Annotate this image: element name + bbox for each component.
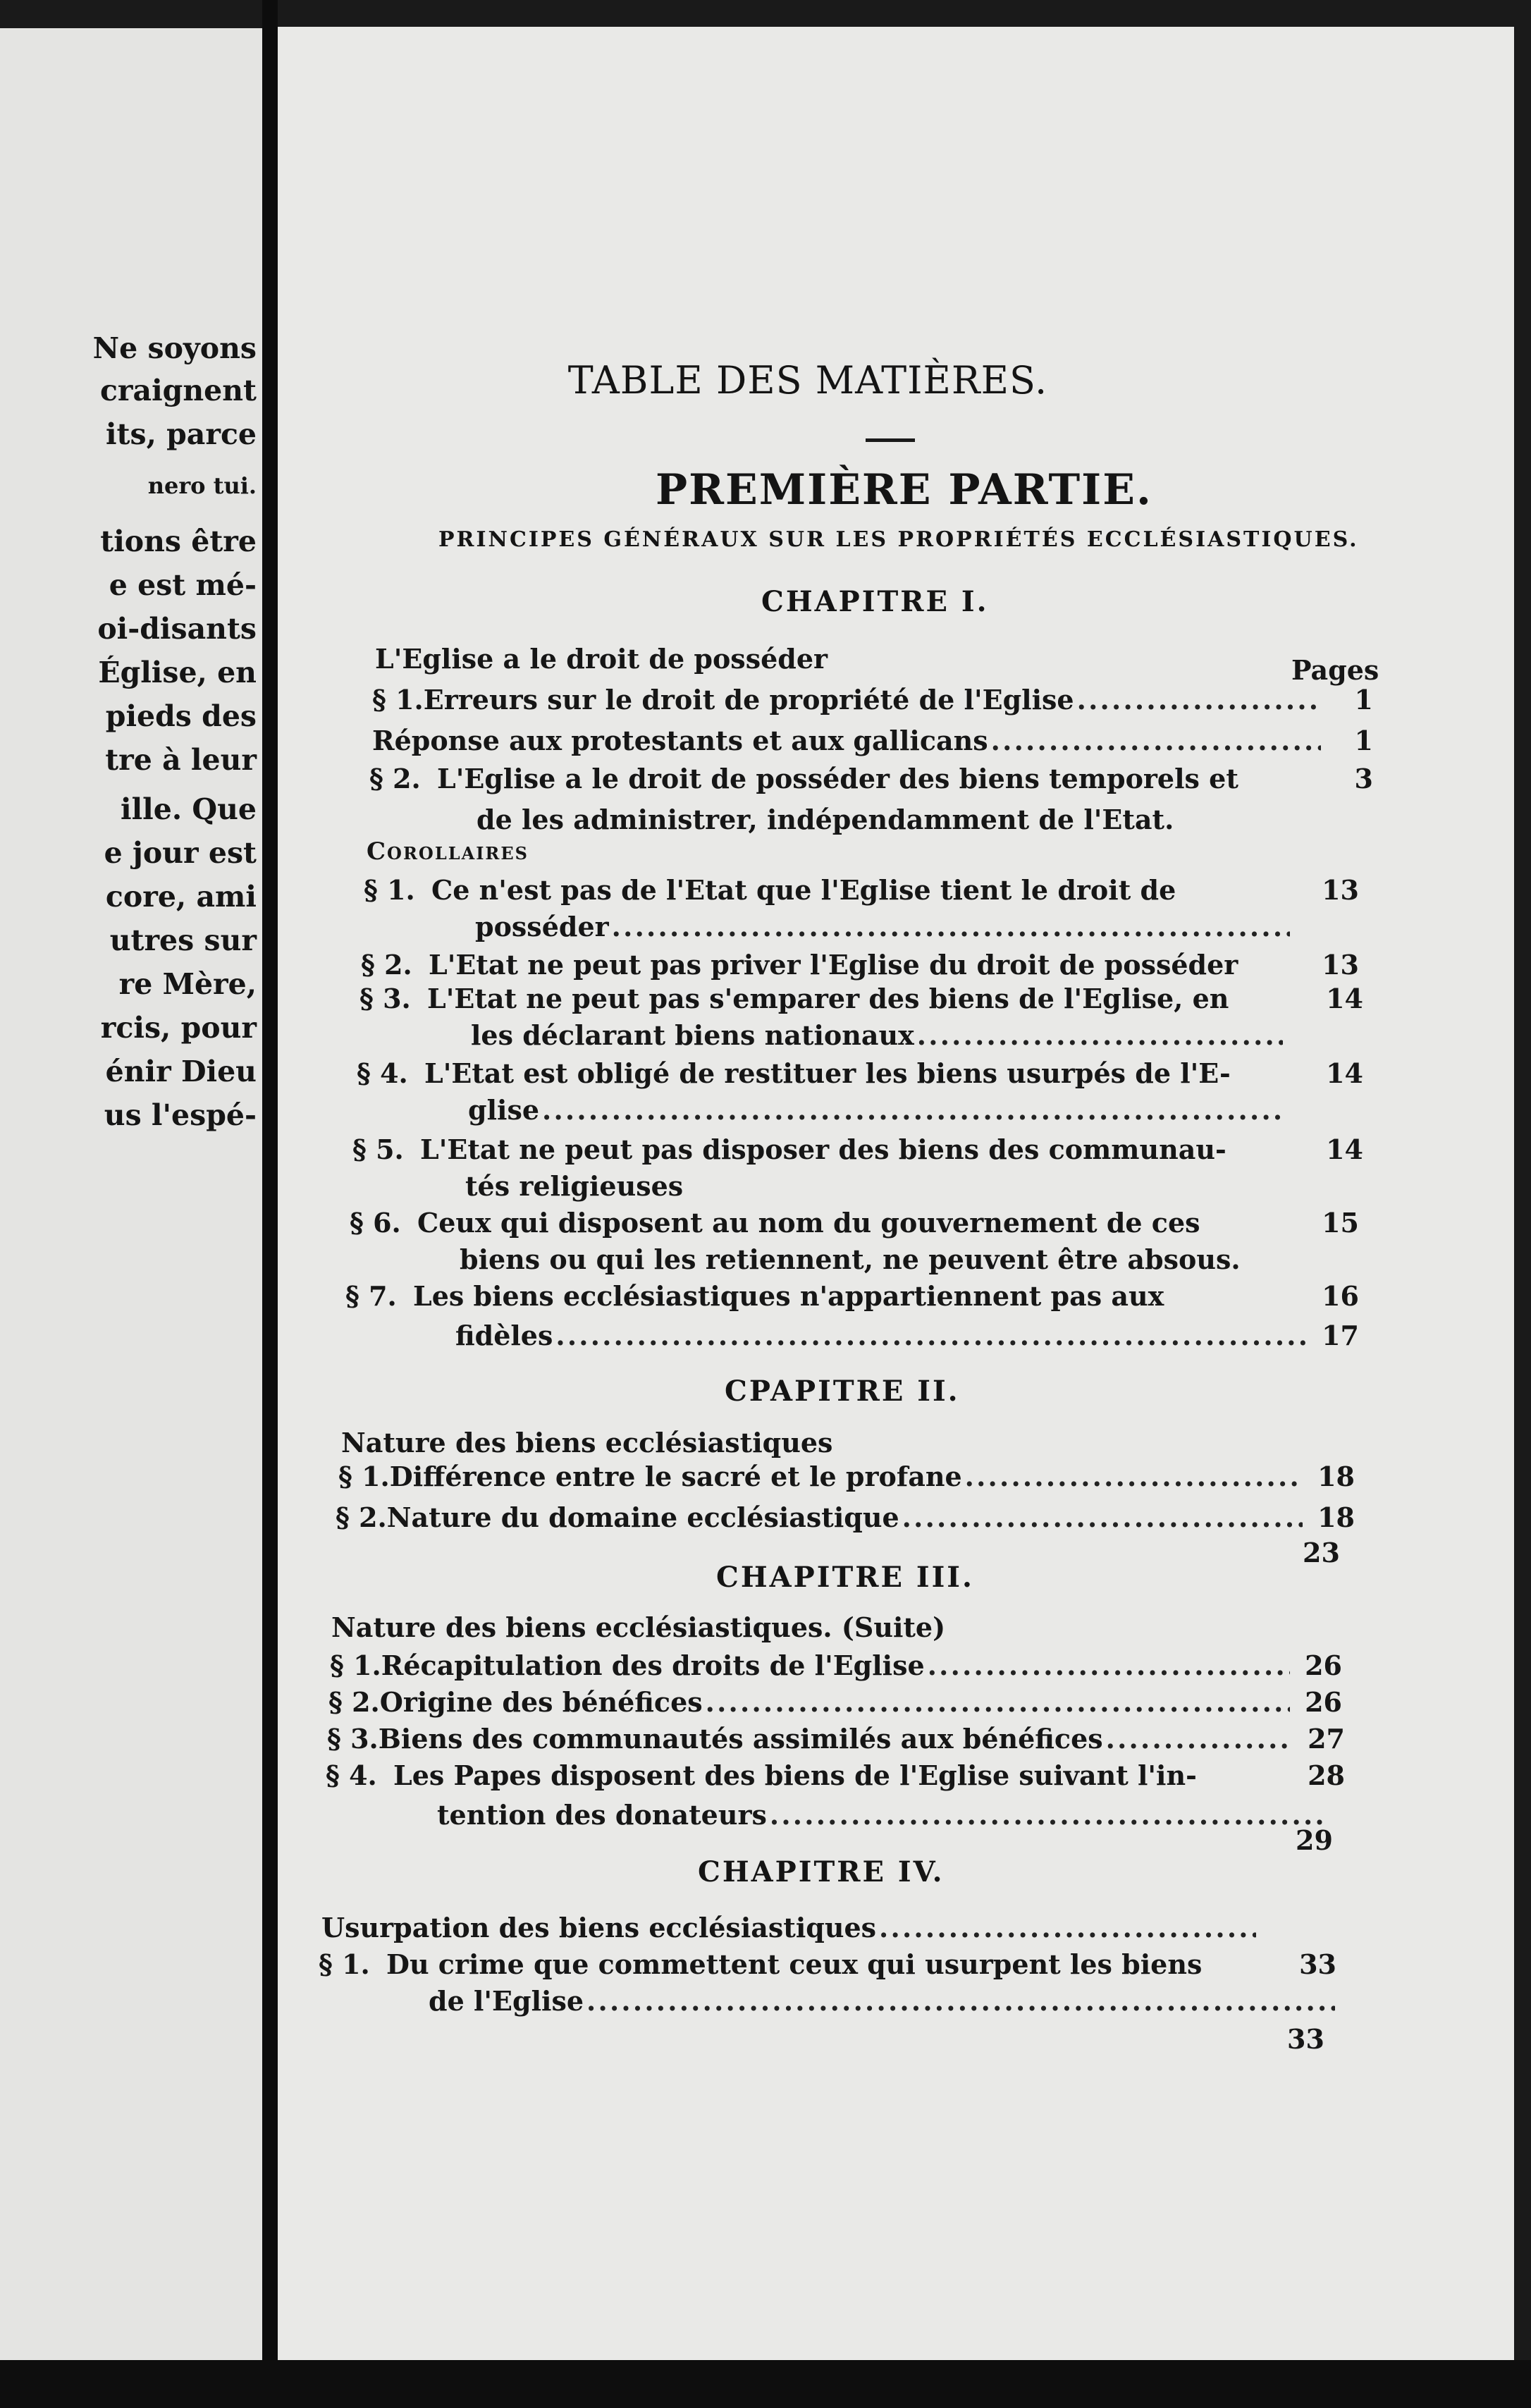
- entry-continuation: tention des donateurs: [437, 1799, 767, 1831]
- page-title: TABLE DES MATIÈRES.: [567, 358, 1048, 403]
- entry-text: L'Etat ne peut pas priver l'Eglise du droit de posséder: [429, 949, 1238, 981]
- left-page-text-line: oi-disants: [97, 612, 257, 646]
- toc-entry[interactable]: [361, 949, 1359, 981]
- section-number: § 2.: [369, 763, 421, 794]
- left-page-text-line: us l'espé-: [104, 1098, 257, 1132]
- toc-entry[interactable]: [319, 1948, 1336, 1980]
- dot-leader: [1077, 684, 1321, 715]
- page-number: 28: [1308, 1759, 1345, 1791]
- toc-entry[interactable]: [357, 1057, 1363, 1089]
- scan-bottom-edge: [0, 2360, 1531, 2408]
- page-number: 13: [1322, 949, 1359, 981]
- dot-leader: [991, 725, 1321, 756]
- toc-entry[interactable]: [359, 983, 1363, 1014]
- toc-entry-continuation[interactable]: [468, 1094, 1286, 1126]
- entry-text: L'Eglise a le droit de posséder des biens temporels et: [437, 763, 1238, 794]
- section-number: § 3.: [327, 1723, 379, 1755]
- left-page-text-line: pieds des: [105, 699, 257, 733]
- toc-entry[interactable]: [350, 1207, 1359, 1239]
- toc-entry[interactable]: [352, 1134, 1363, 1165]
- left-page-text-line: rcis, pour: [100, 1011, 257, 1045]
- left-page-text-line: craignent: [99, 374, 257, 407]
- entry-continuation: posséder: [475, 911, 609, 942]
- section-number: § 2.: [361, 949, 412, 981]
- page-number: 27: [1308, 1723, 1345, 1755]
- entry-text: Les biens ecclésiastiques n'appartiennent pas aux: [413, 1280, 1164, 1312]
- entry-text: Nature du domaine ecclésiastique: [386, 1501, 899, 1533]
- chapter-title: CHAPITRE III.: [716, 1561, 974, 1594]
- chapter-heading: Nature des biens ecclésiastiques: [341, 1427, 833, 1458]
- entry-text: Réponse aux protestants et aux gallicans: [372, 725, 988, 756]
- title-rule: [866, 438, 915, 442]
- toc-entry[interactable]: [328, 1686, 1342, 1718]
- dot-leader: [586, 1985, 1335, 2017]
- entry-continuation: biens ou qui les retiennent, ne peuvent être absous.: [460, 1243, 1241, 1275]
- page-number: 33: [1287, 2023, 1324, 2055]
- section-number: § 7.: [345, 1280, 397, 1312]
- entry-text: Du crime que commettent ceux qui usurpent les biens: [386, 1948, 1203, 1980]
- entry-text: Ceux qui disposent au nom du gouvernement de ces: [417, 1207, 1200, 1239]
- entry-text: Origine des bénéfices: [379, 1686, 703, 1718]
- entry-text: Erreurs sur le droit de propriété de l'Eglise: [423, 684, 1074, 715]
- dot-leader: [965, 1461, 1303, 1492]
- part-title: PREMIÈRE PARTIE.: [656, 465, 1152, 515]
- page-number: 18: [1317, 1501, 1355, 1533]
- entry-continuation: tés religieuses: [465, 1170, 684, 1202]
- page-number: 14: [1326, 983, 1363, 1014]
- toc-entry[interactable]: [364, 874, 1359, 906]
- dot-leader: [542, 1094, 1283, 1126]
- page-number: 26: [1305, 1686, 1342, 1718]
- toc-entry[interactable]: [338, 1461, 1355, 1492]
- left-page-text-line: tre à leur: [105, 743, 257, 777]
- toc-entry-continuation[interactable]: [429, 1985, 1338, 2017]
- chapter-heading: L'Eglise a le droit de posséder: [375, 643, 828, 675]
- left-page-text-line: e jour est: [104, 836, 257, 870]
- left-page-text-line: e est mé-: [109, 568, 257, 602]
- dot-leader: [879, 1912, 1256, 1943]
- toc-entry-continuation[interactable]: [455, 1320, 1359, 1351]
- entry-text: Biens des communautés assimilés aux bénéfices: [378, 1723, 1103, 1755]
- entry-continuation: de l'Eglise: [429, 1985, 584, 2017]
- section-number: § 4.: [326, 1759, 377, 1791]
- left-page-text-line: Église, en: [98, 656, 257, 689]
- toc-entry-continuation[interactable]: [437, 1799, 1325, 1831]
- section-number: § 1.: [364, 874, 415, 906]
- entry-text: L'Etat est obligé de restituer les biens usurpés de l'E-: [424, 1057, 1231, 1089]
- toc-entry[interactable]: [336, 1501, 1355, 1533]
- entry-continuation: de les administrer, indépendamment de l'Etat.: [476, 804, 1174, 835]
- page-number: 17: [1322, 1320, 1359, 1351]
- chapter-title: CPAPITRE II.: [725, 1375, 960, 1408]
- entry-text: Récapitulation des droits de l'Eglise: [381, 1650, 925, 1681]
- section-number: § 2.: [328, 1686, 380, 1718]
- dot-leader: [917, 1019, 1283, 1051]
- toc-entry-continuation[interactable]: [471, 1019, 1286, 1051]
- toc-entry[interactable]: [372, 725, 1373, 756]
- page-number: 33: [1299, 1948, 1336, 1980]
- entry-continuation: fidèles: [455, 1320, 553, 1351]
- page-number: 14: [1326, 1134, 1363, 1165]
- toc-entry[interactable]: [372, 684, 1373, 715]
- dot-leader: [1106, 1723, 1293, 1755]
- toc-entry[interactable]: [326, 1759, 1345, 1791]
- part-subtitle: PRINCIPES GÉNÉRAUX SUR LES PROPRIÉTÉS ECCLÉSIASTIQUES.: [438, 527, 1359, 552]
- entry-text: L'Etat ne peut pas disposer des biens des communau-: [420, 1134, 1226, 1165]
- dot-leader: [928, 1650, 1290, 1681]
- toc-entry[interactable]: [327, 1723, 1345, 1755]
- entry-continuation: glise: [468, 1094, 540, 1126]
- section-number: § 1.: [319, 1948, 370, 1980]
- page-number: 1: [1354, 725, 1373, 756]
- entry-text: Les Papes disposent des biens de l'Eglise suivant l'in-: [393, 1759, 1197, 1791]
- chapter-heading: Usurpation des biens ecclésiastiques: [321, 1912, 877, 1943]
- page-number: 1: [1354, 684, 1373, 715]
- left-page-text-line: re Mère,: [118, 967, 257, 1001]
- page-number: 14: [1326, 1057, 1363, 1089]
- section-number: § 1.: [330, 1650, 381, 1681]
- entry-continuation: les déclarant biens nationaux: [471, 1019, 914, 1051]
- toc-entry-continuation[interactable]: [475, 911, 1293, 942]
- left-page-text-line: tions être: [100, 524, 257, 558]
- left-page-text-line: its, parce: [105, 417, 257, 451]
- toc-entry[interactable]: [369, 763, 1373, 794]
- dot-leader: [706, 1686, 1290, 1718]
- page-number: 26: [1305, 1650, 1342, 1681]
- chapter-heading: Nature des biens ecclésiastiques. (Suite): [331, 1611, 946, 1643]
- page-number: 23: [1303, 1537, 1340, 1568]
- toc-entry[interactable]: [330, 1650, 1342, 1681]
- chapter-title: CHAPITRE IV.: [698, 1855, 945, 1888]
- left-page-text-line: Ne soyons: [92, 331, 257, 365]
- corollaires-heading: Corollaires: [367, 837, 529, 866]
- entry-text: Différence entre le sacré et le profane: [389, 1461, 962, 1492]
- section-number: § 1.: [372, 684, 424, 715]
- page-number: 13: [1322, 874, 1359, 906]
- left-page-text-line: énir Dieu: [105, 1055, 257, 1088]
- page-number: 29: [1296, 1824, 1333, 1856]
- chapter-title: CHAPITRE I.: [761, 585, 989, 618]
- left-page-text-line: nero tui.: [147, 472, 257, 499]
- page-number: 3: [1354, 763, 1373, 794]
- pages-label: Pages: [1291, 654, 1379, 686]
- entry-text: Ce n'est pas de l'Etat que l'Eglise tient le droit de: [431, 874, 1176, 906]
- toc-entry[interactable]: [321, 1912, 1259, 1943]
- section-number: § 6.: [350, 1207, 401, 1239]
- section-number: § 3.: [359, 983, 411, 1014]
- section-number: § 1.: [338, 1461, 390, 1492]
- dot-leader: [902, 1501, 1303, 1533]
- toc-entry[interactable]: [345, 1280, 1359, 1312]
- section-number: § 4.: [357, 1057, 408, 1089]
- page-number: 16: [1322, 1280, 1359, 1312]
- section-number: § 5.: [352, 1134, 404, 1165]
- left-page-text-line: utres sur: [109, 923, 257, 957]
- left-page-text-line: core, ami: [105, 880, 257, 914]
- page-number: 18: [1317, 1461, 1355, 1492]
- page-number: 15: [1322, 1207, 1359, 1239]
- dot-leader: [555, 1320, 1307, 1351]
- dot-leader: [770, 1799, 1322, 1831]
- section-number: § 2.: [336, 1501, 387, 1533]
- entry-text: L'Etat ne peut pas s'emparer des biens de l'Eglise, en: [427, 983, 1229, 1014]
- dot-leader: [612, 911, 1290, 942]
- left-page-text-line: ille. Que: [121, 792, 257, 826]
